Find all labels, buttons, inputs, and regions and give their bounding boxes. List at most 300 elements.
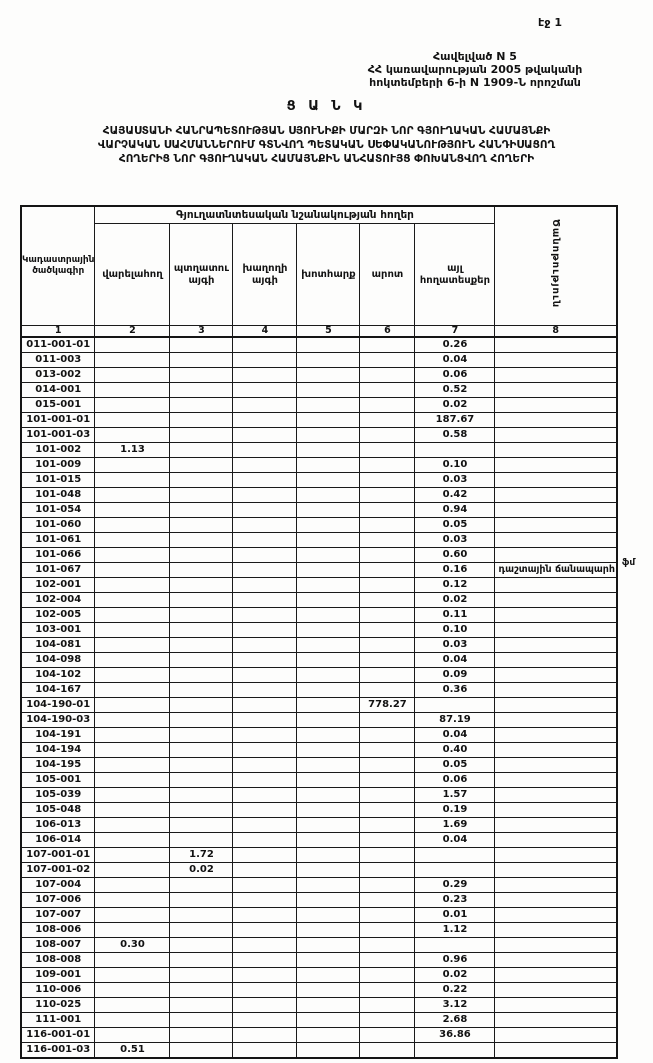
area-value-cell [95,413,170,428]
area-value-cell [170,998,233,1013]
area-value-cell [95,893,170,908]
area-value-cell [170,337,233,353]
cadastral-code-cell: 116-001-03 [21,1043,95,1059]
area-value-cell [297,473,360,488]
area-value-cell [233,923,297,938]
area-value-cell [95,758,170,773]
area-value-cell [170,833,233,848]
cadastral-code-cell: 105-048 [21,803,95,818]
area-value-cell [297,788,360,803]
area-value-cell: 0.04 [415,353,495,368]
area-value-cell [360,428,415,443]
area-value-cell [233,818,297,833]
area-value-cell: 0.30 [95,938,170,953]
area-value-cell [233,653,297,668]
note-cell [495,458,617,473]
table-row [21,1013,617,1028]
area-value-cell [170,983,233,998]
cadastral-code-cell: 104-195 [21,758,95,773]
area-value-cell [297,923,360,938]
area-value-cell [233,578,297,593]
area-value-cell [233,878,297,893]
table-row [21,968,617,983]
area-value-cell [233,728,297,743]
area-value-cell: 2.68 [415,1013,495,1028]
cadastral-code-cell: 108-007 [21,938,95,953]
area-value-cell [233,368,297,383]
area-value-cell [297,428,360,443]
area-value-cell [360,998,415,1013]
area-value-cell: 0.01 [415,908,495,923]
area-value-cell: 0.60 [415,548,495,563]
table-row [21,488,617,503]
area-value-cell [95,668,170,683]
table-row [21,713,617,728]
area-value-cell [360,923,415,938]
area-value-cell [360,503,415,518]
note-cell [495,473,617,488]
table-row [21,337,617,353]
area-value-cell [95,698,170,713]
area-value-cell: 0.05 [415,518,495,533]
area-value-cell [233,773,297,788]
subtitle-line: ՀՈՂԵՐԻՑ ՆՈՐ ԳՅՈՒՂԱԿԱՆ ՀԱՄԱՅՆՔԻՆ ԱՆՀԱՏՈՒՅՑ ՓՈԽԱՆՑՎՈՂ ՀՈՂԵՐԻ [118,153,535,165]
note-cell [495,533,617,548]
area-value-cell [170,638,233,653]
table-row [21,683,617,698]
area-value-cell [297,878,360,893]
table-row [21,383,617,398]
area-value-cell: 0.03 [415,473,495,488]
note-cell [495,893,617,908]
area-value-cell [233,428,297,443]
area-value-cell [170,428,233,443]
area-value-cell [360,863,415,878]
area-value-cell: 87.19 [415,713,495,728]
area-value-cell [95,488,170,503]
cadastral-code-cell: 107-007 [21,908,95,923]
cadastral-code-cell: 111-001 [21,1013,95,1028]
area-value-cell [360,383,415,398]
area-value-cell [95,398,170,413]
area-value-cell [233,758,297,773]
area-value-cell [233,503,297,518]
area-value-cell [297,728,360,743]
note-cell [495,833,617,848]
area-value-cell [297,488,360,503]
table-row [21,503,617,518]
area-value-cell [170,668,233,683]
area-value-cell [233,698,297,713]
table-row [21,608,617,623]
area-value-cell [233,848,297,863]
area-value-cell [360,653,415,668]
column-number: 4 [233,326,297,338]
note-cell [495,713,617,728]
area-value-cell [297,1013,360,1028]
area-value-cell [297,518,360,533]
area-value-cell: 0.05 [415,758,495,773]
cadastral-code-cell: 101-001-03 [21,428,95,443]
area-value-cell [297,698,360,713]
area-value-cell [170,728,233,743]
cadastral-code-cell: 104-098 [21,653,95,668]
note-cell [495,683,617,698]
area-value-cell [95,683,170,698]
col-header-other-land-types: այլ հողատեսքեր [415,224,495,326]
table-row [21,353,617,368]
area-value-cell: 0.04 [415,728,495,743]
area-value-cell [233,608,297,623]
table-row [21,1043,617,1059]
cadastral-code-cell: 104-190-03 [21,713,95,728]
area-value-cell [95,428,170,443]
area-value-cell [297,578,360,593]
area-value-cell [233,908,297,923]
area-value-cell [360,398,415,413]
area-value-cell [360,983,415,998]
table-row [21,758,617,773]
area-value-cell [360,1028,415,1043]
area-value-cell [170,368,233,383]
area-value-cell [297,623,360,638]
area-value-cell [170,1043,233,1059]
cadastral-code-cell: 107-004 [21,878,95,893]
cadastral-code-cell: 101-067 [21,563,95,578]
cadastral-code-cell: 109-001 [21,968,95,983]
area-value-cell [95,788,170,803]
area-value-cell: 0.06 [415,368,495,383]
note-cell [495,578,617,593]
area-value-cell [95,563,170,578]
area-value-cell: 0.22 [415,983,495,998]
table-row [21,983,617,998]
area-value-cell [233,863,297,878]
area-value-cell [360,488,415,503]
area-value-cell [360,593,415,608]
area-value-cell [95,1013,170,1028]
note-cell [495,818,617,833]
area-value-cell [95,773,170,788]
area-value-cell [360,638,415,653]
column-number: 7 [415,326,495,338]
area-value-cell [170,788,233,803]
note-cell [495,653,617,668]
cadastral-code-cell: 104-190-01 [21,698,95,713]
area-value-cell [297,398,360,413]
note-cell [495,998,617,1013]
col-group-header-agricultural-lands: Գյուղատնտեսական նշանակության հողեր [95,206,495,224]
area-value-cell [297,683,360,698]
area-value-cell: 1.69 [415,818,495,833]
area-value-cell [297,638,360,653]
area-value-cell [170,623,233,638]
area-value-cell [233,833,297,848]
table-row [21,863,617,878]
cadastral-code-cell: 104-081 [21,638,95,653]
area-value-cell [170,938,233,953]
note-cell [495,878,617,893]
area-value-cell [95,653,170,668]
area-value-cell: 0.96 [415,953,495,968]
area-value-cell [170,683,233,698]
area-value-cell [297,938,360,953]
area-value-cell [170,773,233,788]
area-value-cell [360,833,415,848]
document-title: Ց Ա Ն Կ [286,99,367,114]
area-value-cell [297,1043,360,1059]
table-row [21,623,617,638]
table-row [21,848,617,863]
area-value-cell [297,383,360,398]
area-value-cell: 0.11 [415,608,495,623]
area-value-cell [233,788,297,803]
col-header-fruit-orchard: պտղատու այգի [170,224,233,326]
area-value-cell [95,337,170,353]
area-value-cell [95,533,170,548]
table-row [21,878,617,893]
cadastral-code-cell: 102-005 [21,608,95,623]
stray-annotation: ֆմ [622,558,636,568]
area-value-cell: 0.51 [95,1043,170,1059]
area-value-cell: 187.67 [415,413,495,428]
annex-line: ՀՀ կառավարության 2005 թվականի [367,63,583,76]
col-header-vineyard: խաղողի այգի [233,224,297,326]
note-cell [495,668,617,683]
area-value-cell [233,713,297,728]
area-value-cell [360,443,415,458]
cadastral-code-cell: 108-008 [21,953,95,968]
area-value-cell [297,953,360,968]
area-value-cell [170,968,233,983]
area-value-cell [360,728,415,743]
cadastral-code-cell: 014-001 [21,383,95,398]
area-value-cell [360,818,415,833]
area-value-cell: 778.27 [360,698,415,713]
cadastral-code-cell: 101-015 [21,473,95,488]
area-value-cell [95,818,170,833]
subtitle-line: ՎԱՐՉԱԿԱՆ ՍԱՀՄԱՆՆԵՐՈՒՄ ԳՏՆՎՈՂ ՊԵՏԱԿԱՆ ՍԵՓԱԿԱՆՈՒԹՅՈՒՆ ՀԱՆԴԻՍԱՑՈՂ [97,139,556,151]
area-value-cell [360,938,415,953]
area-value-cell [95,998,170,1013]
area-value-cell [233,953,297,968]
area-value-cell [233,1013,297,1028]
area-value-cell [95,743,170,758]
area-value-cell [95,953,170,968]
area-value-cell [233,337,297,353]
note-cell [495,758,617,773]
annex-line: հոկտեմբերի 6-ի N 1909-Ն որոշման [369,76,581,89]
table-body [21,337,617,1058]
note-cell [495,788,617,803]
area-value-cell [297,653,360,668]
area-value-cell [233,473,297,488]
area-value-cell [297,337,360,353]
area-value-cell: 0.16 [415,563,495,578]
area-value-cell [297,758,360,773]
area-value-cell: 0.10 [415,458,495,473]
area-value-cell [297,353,360,368]
column-number-row [21,326,617,338]
area-value-cell [360,353,415,368]
area-value-cell [360,893,415,908]
area-value-cell [297,893,360,908]
document-subtitle [0,124,653,166]
column-number: 3 [170,326,233,338]
cadastral-code-cell: 101-001-01 [21,413,95,428]
table-row [21,788,617,803]
note-cell [495,398,617,413]
area-value-cell [95,848,170,863]
area-value-cell [360,548,415,563]
area-value-cell [170,953,233,968]
area-value-cell [170,608,233,623]
table-row [21,908,617,923]
table-row [21,398,617,413]
area-value-cell [170,743,233,758]
area-value-cell [170,803,233,818]
cadastral-code-cell: 116-001-01 [21,1028,95,1043]
area-value-cell [360,533,415,548]
note-cell [495,908,617,923]
area-value-cell [170,518,233,533]
note-cell [495,773,617,788]
area-value-cell: 0.36 [415,683,495,698]
note-cell [495,938,617,953]
area-value-cell: 0.23 [415,893,495,908]
area-value-cell [170,383,233,398]
area-value-cell [170,563,233,578]
area-value-cell [95,728,170,743]
area-value-cell: 0.04 [415,833,495,848]
area-value-cell [170,818,233,833]
table-row [21,743,617,758]
area-value-cell [297,443,360,458]
note-cell [495,983,617,998]
note-cell [495,593,617,608]
area-value-cell [297,503,360,518]
area-value-cell [233,413,297,428]
cadastral-code-cell: 101-060 [21,518,95,533]
area-value-cell [170,458,233,473]
area-value-cell [95,458,170,473]
note-cell [495,968,617,983]
area-value-cell [415,698,495,713]
table-header [21,206,617,337]
col-header-note [495,206,617,326]
note-cell [495,698,617,713]
table-row [21,413,617,428]
cadastral-code-cell: 104-194 [21,743,95,758]
table-row [21,668,617,683]
area-value-cell: 0.12 [415,578,495,593]
area-value-cell [360,683,415,698]
note-cell [495,353,617,368]
note-cell [495,623,617,638]
table-row [21,818,617,833]
note-cell [495,413,617,428]
area-value-cell [297,998,360,1013]
cadastral-code-cell: 101-002 [21,443,95,458]
area-value-cell [233,983,297,998]
cadastral-code-cell: 106-014 [21,833,95,848]
area-value-cell [297,803,360,818]
cadastral-code-cell: 101-061 [21,533,95,548]
area-value-cell [297,668,360,683]
table-row [21,518,617,533]
area-value-cell [415,863,495,878]
column-number: 1 [21,326,95,338]
area-value-cell [297,548,360,563]
cadastral-code-cell: 101-048 [21,488,95,503]
area-value-cell [95,1028,170,1043]
note-cell [495,488,617,503]
note-cell [495,728,617,743]
area-value-cell: 0.09 [415,668,495,683]
area-value-cell [297,773,360,788]
area-value-cell [233,458,297,473]
area-value-cell: 0.02 [170,863,233,878]
area-value-cell [415,848,495,863]
note-cell [495,848,617,863]
note-cell [495,383,617,398]
cadastral-code-cell: 103-001 [21,623,95,638]
area-value-cell [297,608,360,623]
area-value-cell [95,968,170,983]
area-value-cell [95,368,170,383]
area-value-cell [233,968,297,983]
area-value-cell [360,668,415,683]
cadastral-code-cell: 104-191 [21,728,95,743]
area-value-cell [415,938,495,953]
area-value-cell [233,743,297,758]
table-row [21,938,617,953]
area-value-cell [297,593,360,608]
note-cell [495,863,617,878]
area-value-cell [360,563,415,578]
area-value-cell: 0.94 [415,503,495,518]
note-cell [495,518,617,533]
area-value-cell [95,383,170,398]
area-value-cell [95,548,170,563]
area-value-cell [95,623,170,638]
cadastral-code-cell: 101-054 [21,503,95,518]
area-value-cell [360,788,415,803]
area-value-cell: 0.19 [415,803,495,818]
area-value-cell [233,623,297,638]
area-value-cell [297,413,360,428]
table-row [21,533,617,548]
area-value-cell [233,383,297,398]
note-cell [495,503,617,518]
area-value-cell: 0.02 [415,398,495,413]
page-number: էջ 1 [538,16,562,29]
cadastral-code-cell: 110-025 [21,998,95,1013]
note-cell [495,638,617,653]
area-value-cell [297,713,360,728]
column-number: 2 [95,326,170,338]
area-value-cell [95,518,170,533]
area-value-cell: 0.02 [415,968,495,983]
note-cell [495,803,617,818]
area-value-cell [233,533,297,548]
table-row [21,593,617,608]
note-cell [495,953,617,968]
area-value-cell [233,638,297,653]
area-value-cell [95,593,170,608]
area-value-cell [233,518,297,533]
area-value-cell: 1.57 [415,788,495,803]
